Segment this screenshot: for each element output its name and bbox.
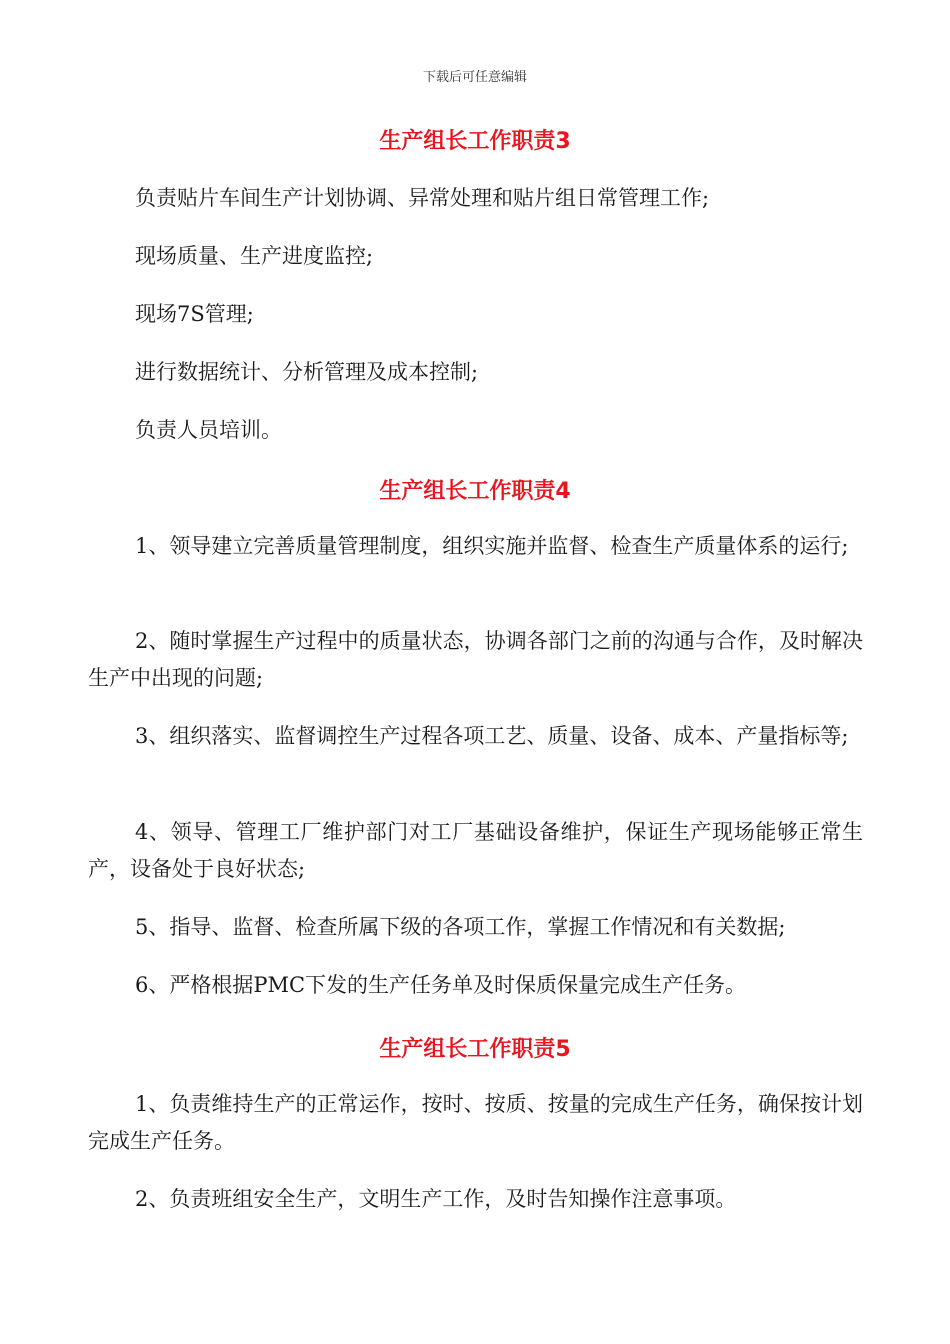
section-4-title: 生产组长工作职责4: [379, 479, 571, 504]
section-3-item: 负责人员培训。: [135, 418, 282, 442]
section-4-paragraph: 3、组织落实、监督调控生产过程各项工艺、质量、设备、成本、产量指标等;: [135, 724, 849, 748]
section-3-item: 现场7S管理;: [135, 302, 254, 326]
section-4-paragraph: 4、领导、管理工厂维护部门对工厂基础设备维护，保证生产现场能够正常生产，设备处于良好状态;: [88, 820, 863, 881]
section-5-paragraph: 1、负责维持生产的正常运作，按时、按质、按量的完成生产任务，确保按计划完成生产任务。: [88, 1092, 863, 1153]
section-4-paragraph: 1、领导建立完善质量管理制度，组织实施并监督、检查生产质量体系的运行;: [135, 534, 849, 558]
section-3-item: 进行数据统计、分析管理及成本控制;: [135, 360, 479, 384]
section-3-title: 生产组长工作职责3: [379, 129, 571, 154]
section-3-item: 现场质量、生产进度监控;: [135, 244, 374, 268]
section-3-item: 负责贴片车间生产计划协调、异常处理和贴片组日常管理工作;: [135, 186, 710, 210]
section-4-paragraph: 5、指导、监督、检查所属下级的各项工作，掌握工作情况和有关数据;: [135, 915, 786, 939]
header-note: 下载后可任意编辑: [422, 70, 527, 85]
section-4-paragraph: 2、随时掌握生产过程中的质量状态，协调各部门之前的沟通与合作，及时解决生产中出现的问题;: [88, 629, 863, 690]
section-5-title: 生产组长工作职责5: [379, 1037, 571, 1062]
section-4-paragraph: 6、严格根据PMC下发的生产任务单及时保质保量完成生产任务。: [135, 973, 747, 997]
section-5-paragraph: 2、负责班组安全生产，文明生产工作，及时告知操作注意事项。: [135, 1187, 737, 1211]
